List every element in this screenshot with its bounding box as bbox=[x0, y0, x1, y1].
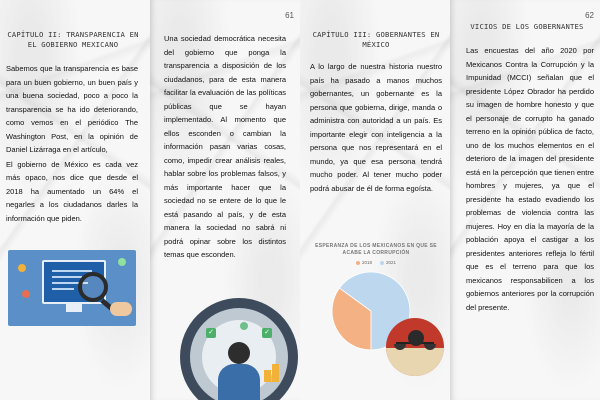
page-number: 62 bbox=[585, 11, 594, 20]
hand-graphic bbox=[110, 302, 132, 316]
corruption-caricature bbox=[386, 318, 444, 376]
page-number: 61 bbox=[285, 11, 294, 20]
person-icon bbox=[228, 342, 250, 364]
body-text bbox=[466, 44, 594, 314]
body-text bbox=[310, 60, 442, 195]
chapter-title: CAPÍTULO II: TRANSPARENCIA EN EL GOBIERNO MEXICANO bbox=[7, 30, 139, 49]
paragraph: Una sociedad democrática necesita del gobierno que ponga la transparencia a disposición de los ciudadanos, para de esta manera facilitar la evaluación de las políticas públicas que se hayan implementado. Al momento que ellos esconden o cambian la información pasan varias cosas, como, impedir crear análisis reales, hablar sobre los problemas falsos, y más importante hacer que la sociedad no se entere de lo que le está pasando al país, y de esta manera la sociedad no sabrá ni podrá opinar sobre los distintos temas que esconden. bbox=[164, 34, 286, 259]
paragraph: Sabemos que la transparencia es base para un buen gobierno, un buen país y una buena sociedad, poco a poco la transparencia se ha ido deteriorando, como vemos en el periódico The Washington Post, en la opinión de Daniel Lizárraga en el artículo, bbox=[6, 64, 138, 154]
legend-item bbox=[380, 260, 396, 265]
transparency-illustration bbox=[8, 250, 136, 326]
government-dashboard-illustration bbox=[180, 298, 298, 400]
chart-title: ESPERANZA DE LOS MEXICANOS EN QUE SE ACABE LA CORRUPCIÓN bbox=[315, 243, 437, 256]
chapter-title: CAPÍTULO III: GOBERNANTES EN MÉXICO bbox=[312, 30, 440, 49]
chapter-title: VICIOS DE LOS GOBERNANTES bbox=[470, 22, 584, 31]
page-61 bbox=[150, 0, 300, 400]
page-1 bbox=[0, 0, 150, 400]
legend-item bbox=[356, 260, 372, 265]
body-text bbox=[6, 62, 138, 225]
paragraph: El gobierno de México es cada vez más opaco, nos dice que desde el 2018 ha aumentado un 64% el negarles a los ciudadanos darles la información que piden. bbox=[6, 159, 138, 223]
page-3 bbox=[300, 0, 450, 400]
paragraph: Las encuestas del año 2020 por Mexicanos Contra la Corrupción y la Impunidad (MCCI) señalan que el presidente López Obrador ha perdido su imagen de hombre honesto y que el personaje de corrupto ha ganado terreno en la opinión pública de facto, uno de los muchos elementos en el deterioro de la imagen del presidente está en la percepción que tienen entre hombres y mujeres, ya que el presidente ha estado evadiendo los problemas de violencia contra las mujeres. Hoy en día la mayoría de la población apoya el castigar a los presidentes anteriores refleja lo fértil que es el terreno para que los mexicanos responsabilicen a los gobiernos anteriores por la corrupción del presente. bbox=[466, 46, 594, 312]
body-text bbox=[164, 32, 286, 262]
legend-label: 2018 bbox=[361, 260, 372, 265]
chart-legend bbox=[326, 260, 426, 265]
page-62 bbox=[450, 0, 600, 400]
check-icon: ✓ bbox=[206, 328, 216, 338]
legend-label: 2021 bbox=[386, 260, 397, 265]
check-icon: ✓ bbox=[262, 328, 272, 338]
paragraph: A lo largo de nuestra historia nuestro país ha pasado a manos muchos gobernantes, un gobernante es la persona que gobierna, dirige, manda o administra con autoridad a un país. Es importante elegir con inteligencia a la persona que nos representará en el mundo, ya que esa persona tendrá mucho poder. Al tener mucho poder podrá abusar de él de forma egoísta. bbox=[310, 62, 442, 193]
